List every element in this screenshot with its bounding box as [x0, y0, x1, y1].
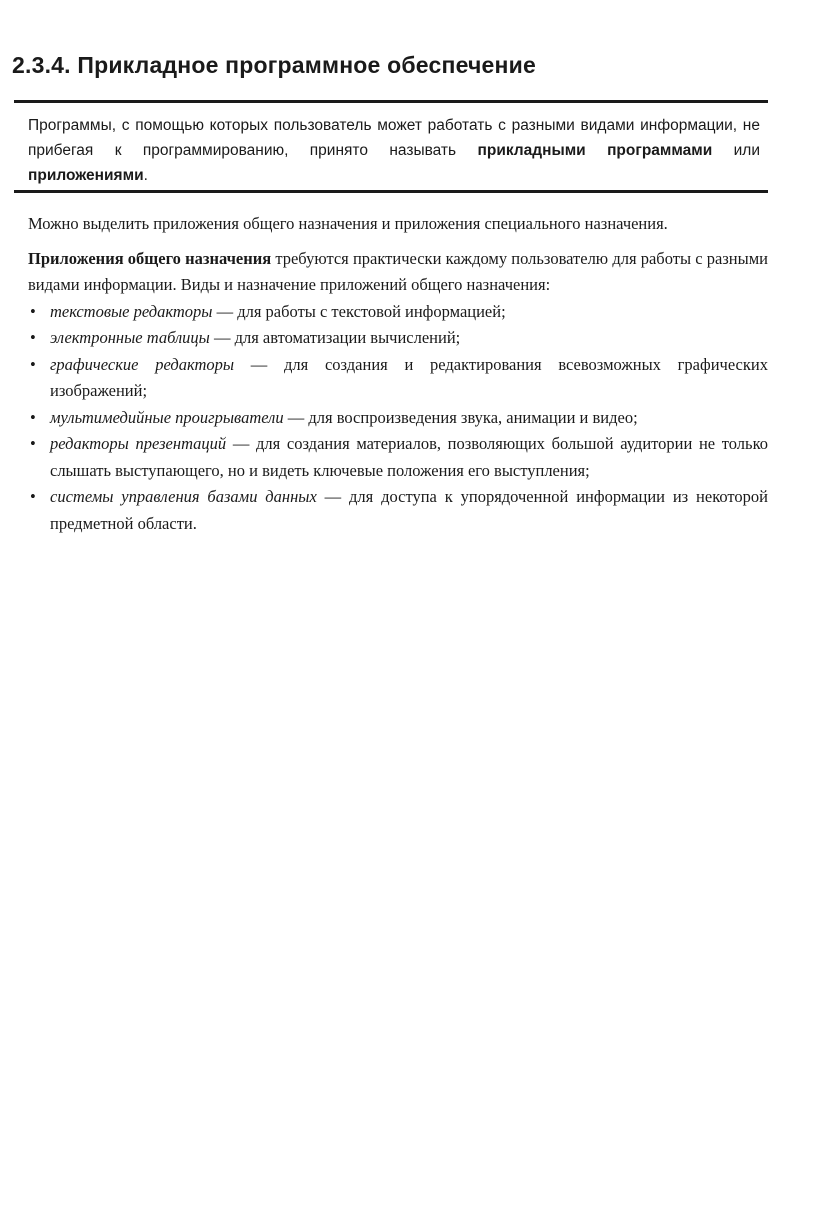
definition-text: Программы, с помощью которых пользователь может работать с разными видами информации, не прибегая к программированию, принято называть	[28, 117, 760, 159]
definition-box	[28, 113, 760, 188]
bullet-icon: •	[30, 487, 36, 506]
definition-top-rule	[14, 100, 768, 103]
bullet-icon: •	[30, 434, 36, 453]
bullet-icon: •	[30, 301, 36, 321]
app-name: редакторы презентаций	[50, 434, 227, 453]
section-heading	[12, 52, 792, 79]
section-title: Прикладное программное обеспечение	[77, 52, 536, 78]
application-list	[28, 299, 768, 538]
app-name: текстовые редакторы	[50, 301, 213, 321]
list-item	[28, 405, 768, 432]
app-description: — для воспроизведения звука, анимации и видео;	[283, 407, 638, 427]
body-text	[28, 211, 768, 537]
definition-bottom-rule	[14, 190, 768, 193]
bullet-icon: •	[30, 354, 36, 374]
section-number: 2.3.4.	[12, 52, 71, 78]
paragraph-general-purpose	[28, 246, 768, 299]
bullet-icon: •	[30, 407, 36, 427]
definition-term-applied-programs: прикладными программами	[477, 142, 713, 159]
app-description: — для автоматизации вычислений;	[209, 328, 461, 347]
list-item	[28, 352, 768, 405]
list-item	[28, 299, 768, 326]
list-item	[28, 484, 768, 537]
general-purpose-text: требуются практически каждому пользователю для работы с разными видами информации. Виды и назначение приложений общего назначения:	[28, 248, 768, 294]
app-name: графические редакторы	[50, 354, 235, 374]
app-name: мультимедийные проигрыватели	[50, 407, 284, 427]
list-item	[28, 431, 768, 484]
definition-term-applications: приложениями	[28, 167, 144, 184]
app-description: — для создания материалов, позволяющих большой аудитории не только слышать выступающего, но и видеть ключевые положения его выступления;	[50, 434, 768, 480]
definition-ending: .	[143, 167, 148, 184]
app-description: — для работы с текстовой информацией;	[212, 301, 506, 321]
app-name: системы управления базами данных	[50, 487, 317, 506]
general-purpose-lead: Приложения общего назначения	[28, 248, 272, 268]
app-description: — для доступа к упорядоченной информации из некоторой предметной области.	[50, 487, 768, 533]
list-item	[28, 325, 768, 352]
app-description: — для создания и редактирования всевозможных графических изображений;	[50, 354, 768, 400]
paragraph-app-types: Можно выделить приложения общего назначения и приложения специального назначения.	[28, 214, 668, 233]
definition-connector: или	[712, 142, 760, 159]
app-name: электронные таблицы	[50, 328, 210, 347]
bullet-icon: •	[30, 328, 36, 347]
